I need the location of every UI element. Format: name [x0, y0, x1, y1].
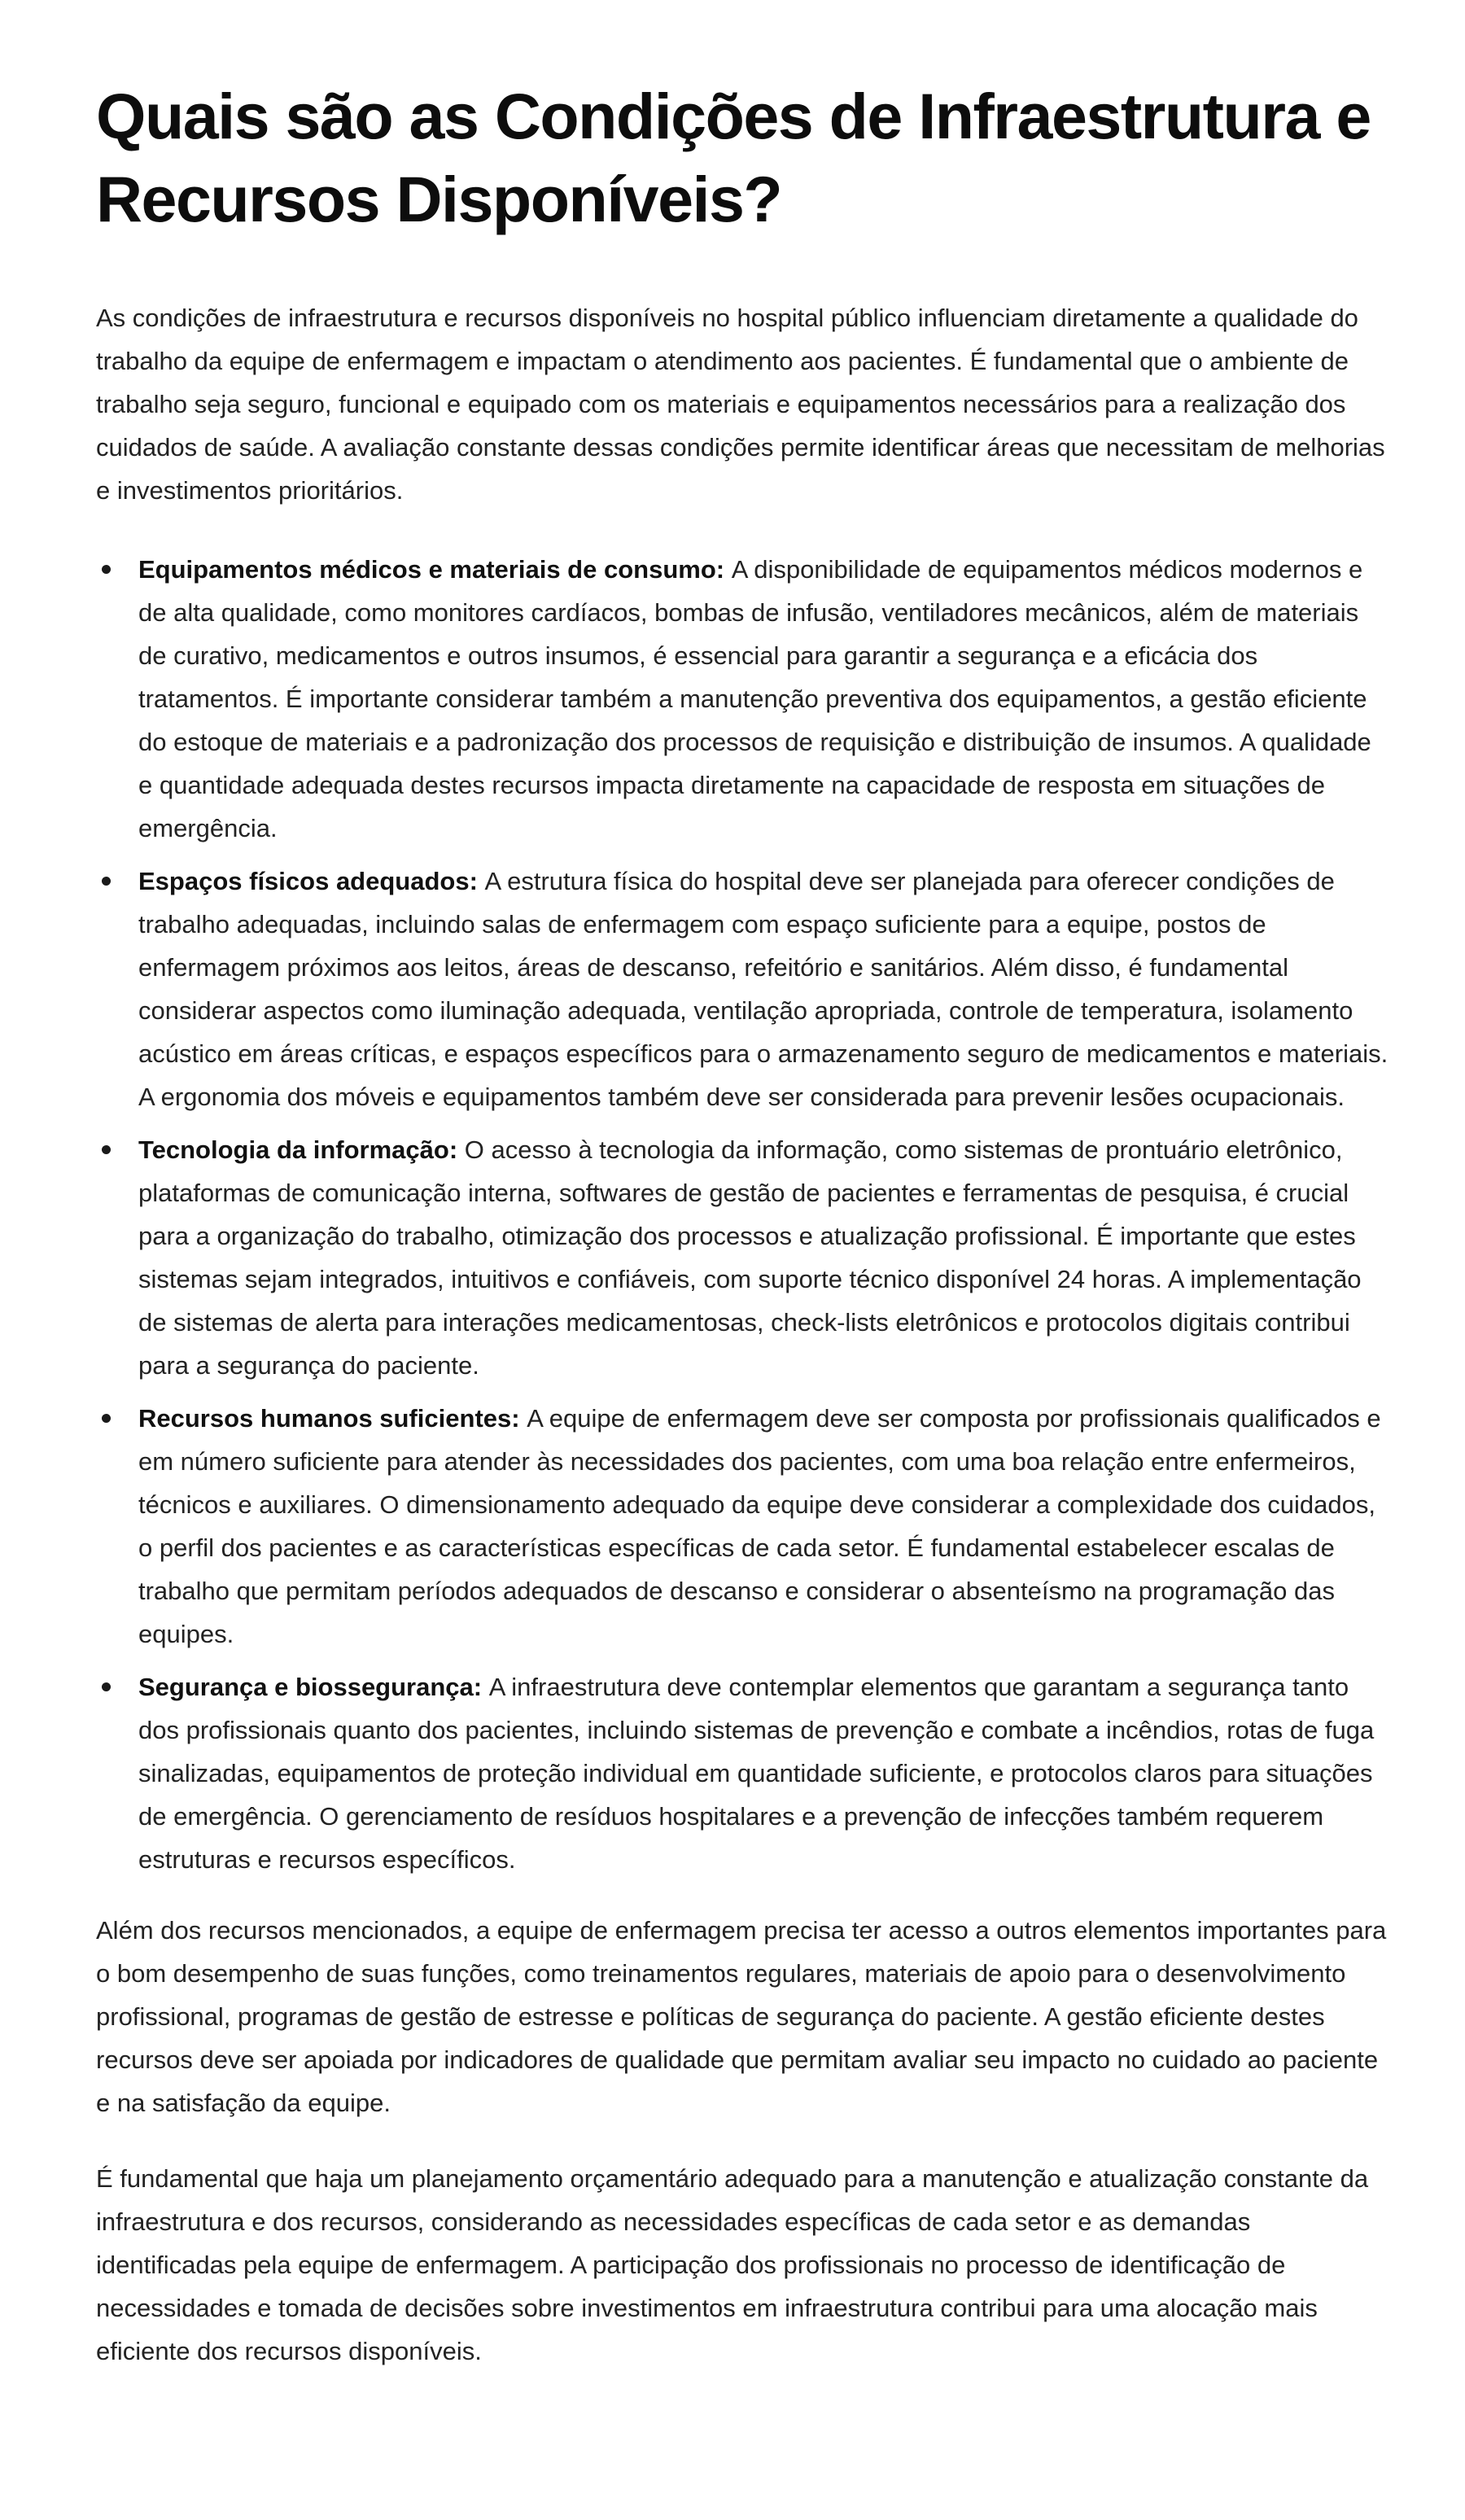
list-item-text: A equipe de enfermagem deve ser composta por profissionais qualificados e em número suficiente para atender às necessidades dos pacientes, com uma boa relação entre enfermeiros, técnicos e auxiliares. O dimensionamento adequado da equipe deve considerar a complexidade dos cuidados, o perfil dos pacientes e as características específicas de cada setor. É fundamental estabelecer escalas de trabalho que permitam períodos adequados de descanso e considerar o absenteísmo na programação das equipes. — [138, 1404, 1381, 1648]
list-item-text: O acesso à tecnologia da informação, como sistemas de prontuário eletrônico, plataformas de comunicação interna, softwares de gestão de pacientes e ferramentas de pesquisa, é crucial para a organização do trabalho, otimização dos processos e atualização profissional. É importante que estes sistemas sejam integrados, intuitivos e confiáveis, com suporte técnico disponível 24 horas. A implementação de sistemas de alerta para interações medicamentosas, check-lists eletrônicos e protocolos digitais contribui para a segurança do paciente. — [138, 1135, 1362, 1380]
additional-resources-paragraph: Além dos recursos mencionados, a equipe de enfermagem precisa ter acesso a outros elementos importantes para o bom desempenho de suas funções, como treinamentos regulares, materiais de apoio para o desenvolvimento profissional, programas de gestão de estresse e políticas de segurança do paciente. A gestão eficiente destes recursos deve ser apoiada por indicadores de qualidade que permitam avaliar seu impacto no cuidado ao paciente e na satisfação da equipe. — [96, 1916, 1387, 2117]
list-item-title: Recursos humanos suficientes: — [138, 1404, 527, 1433]
list-item-espacos — [96, 860, 1390, 1118]
list-item-title: Espaços físicos adequados: — [138, 867, 485, 895]
resource-list — [96, 548, 1390, 1881]
list-item-title: Segurança e biossegurança: — [138, 1673, 489, 1701]
list-item-seguranca — [96, 1665, 1390, 1881]
bullet-icon — [102, 565, 111, 574]
list-item-text: A estrutura física do hospital deve ser planejada para oferecer condições de trabalho adequadas, incluindo salas de enfermagem com espaço suficiente para a equipe, postos de enfermagem próximos aos leitos, áreas de descanso, refeitório e sanitários. Além disso, é fundamental considerar aspectos como iluminação adequada, ventilação apropriada, controle de temperatura, isolamento acústico em áreas críticas, e espaços específicos para o armazenamento seguro de medicamentos e materiais. A ergonomia dos móveis e equipamentos também deve ser considerada para prevenir lesões ocupacionais. — [138, 867, 1388, 1111]
bullet-icon — [102, 877, 111, 886]
bullet-icon — [102, 1682, 111, 1691]
list-item-text: A disponibilidade de equipamentos médicos modernos e de alta qualidade, como monitores cardíacos, bombas de infusão, ventiladores mecânicos, além de materiais de curativo, medicamentos e outros insumos, é essencial para garantir a segurança e a eficácia dos tratamentos. É importante considerar também a manutenção preventiva dos equipamentos, a gestão eficiente do estoque de materiais e a padronização dos processos de requisição e distribuição de insumos. A qualidade e quantidade adequada destes recursos impacta diretamente na capacidade de resposta em situações de emergência. — [138, 555, 1371, 842]
bullet-icon — [102, 1145, 111, 1154]
list-item-text: A infraestrutura deve contemplar elementos que garantam a segurança tanto dos profissionais quanto dos pacientes, incluindo sistemas de prevenção e combate a incêndios, rotas de fuga sinalizadas, equipamentos de proteção individual em quantidade suficiente, e protocolos claros para situações de emergência. O gerenciamento de resíduos hospitalares e a prevenção de infecções também requerem estruturas e recursos específicos. — [138, 1673, 1375, 1874]
list-item-title: Equipamentos médicos e materiais de consumo: — [138, 555, 732, 584]
bullet-icon — [102, 1414, 111, 1423]
intro-paragraph: As condições de infraestrutura e recursos disponíveis no hospital público influenciam diretamente a qualidade do trabalho da equipe de enfermagem e impactam o atendimento aos pacientes. É fundamental que o ambiente de trabalho seja seguro, funcional e equipado com os materiais e equipamentos necessários para a realização dos cuidados de saúde. A avaliação constante dessas condições permite identificar áreas que necessitam de melhorias e investimentos prioritários. — [96, 304, 1385, 505]
list-item-title: Tecnologia da informação: — [138, 1135, 465, 1164]
page-title: Quais são as Condições de Infraestrutura e Recursos Disponíveis? — [96, 80, 1371, 235]
list-item-tecnologia — [96, 1128, 1390, 1387]
list-item-equipamentos — [96, 548, 1390, 850]
closing-paragraph: É fundamental que haja um planejamento orçamentário adequado para a manutenção e atualização constante da infraestrutura e dos recursos, considerando as necessidades específicas de cada setor e as demandas identificadas pela equipe de enfermagem. A participação dos profissionais no processo de identificação de necessidades e tomada de decisões sobre investimentos em infraestrutura contribui para uma alocação mais eficiente dos recursos disponíveis. — [96, 2164, 1369, 2365]
list-item-recursos-humanos — [96, 1397, 1390, 1656]
